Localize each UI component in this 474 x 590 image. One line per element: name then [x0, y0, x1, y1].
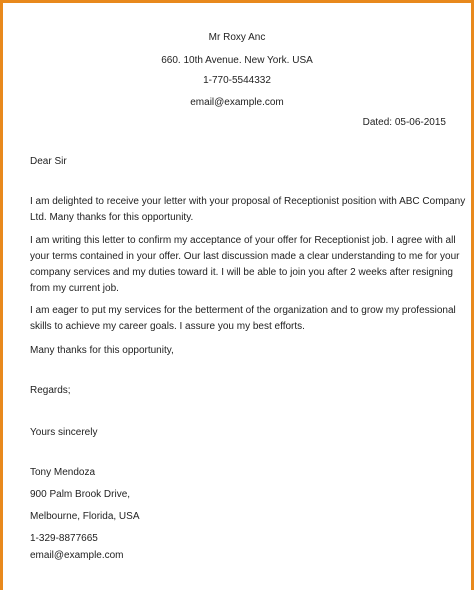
paragraph-line: your terms contained in your offer. Our last discussion made a clear understanding to me for your: [30, 251, 460, 262]
body-paragraph-3: [30, 303, 454, 335]
paragraph-line: I am delighted to receive your letter with your proposal of Receptionist position with ABC Company: [30, 196, 466, 207]
salutation: Dear Sir: [30, 156, 67, 167]
sender-name: Mr Roxy Anc: [208, 32, 266, 43]
paragraph-line: from my current job.: [30, 283, 119, 294]
letter-date: Dated: 05-06-2015: [362, 117, 446, 128]
paragraph-line: company services and my duties toward it. I will be able to join you after 2 weeks after resigning: [30, 267, 453, 278]
body-paragraph-1: [30, 194, 466, 226]
paragraph-line: I am eager to put my services for the betterment of the organization and to grow my professional: [30, 305, 456, 316]
signer-city: Melbourne, Florida, USA: [30, 511, 140, 522]
paragraph-line: skills to achieve my career goals. I assure you my best efforts.: [30, 321, 305, 332]
body-paragraph-2: [30, 233, 460, 297]
closing-line: Yours sincerely: [30, 427, 98, 438]
sender-phone: 1-770-5544332: [203, 75, 271, 86]
paragraph-line: Ltd. Many thanks for this opportunity.: [30, 212, 194, 223]
paragraph-line: I am writing this letter to confirm my acceptance of your offer for Receptionist job. I agree with all: [30, 235, 456, 246]
regards-line: Regards;: [30, 385, 71, 396]
signer-phone: 1-329-8877665: [30, 533, 98, 544]
sender-email: email@example.com: [190, 97, 284, 108]
signer-address: 900 Palm Brook Drive,: [30, 489, 131, 500]
signer-email: email@example.com: [30, 550, 124, 561]
signer-name: Tony Mendoza: [30, 467, 96, 478]
thanks-line: Many thanks for this opportunity,: [30, 345, 174, 356]
sender-address: 660. 10th Avenue. New York. USA: [161, 55, 313, 66]
